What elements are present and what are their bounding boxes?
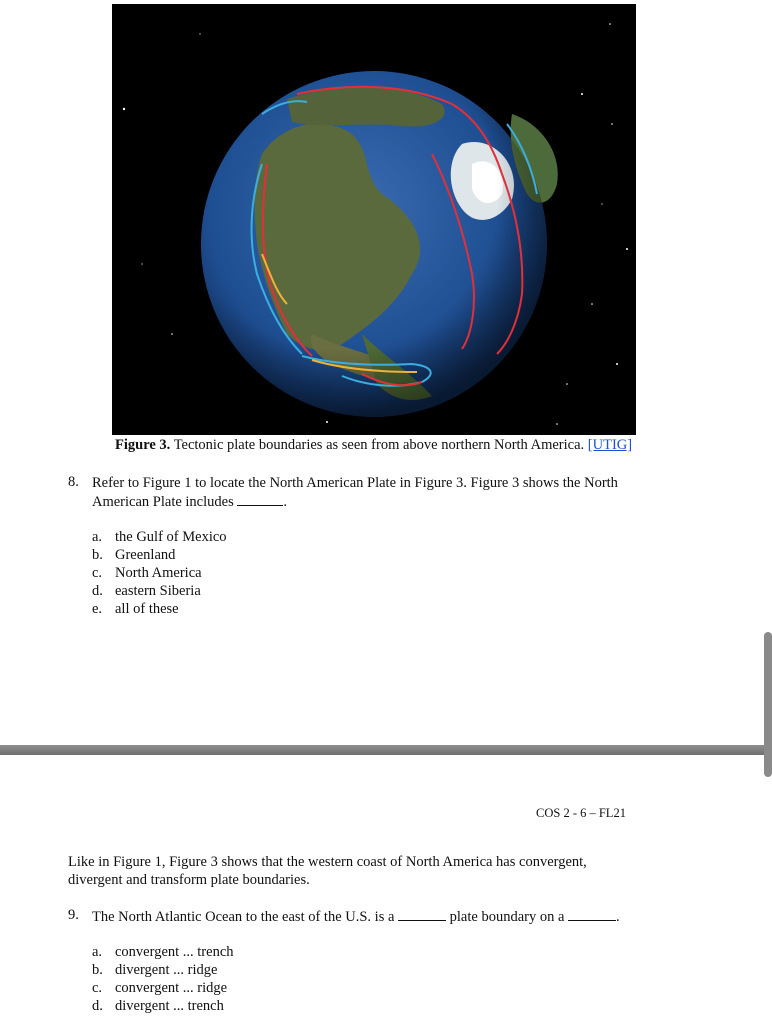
question-9-options: [92, 943, 234, 1015]
figure-3-caption: [115, 437, 715, 454]
option-item[interactable]: [92, 943, 234, 961]
question-8-line-1: Refer to Figure 1 to locate the North American Plate in Figure 3. Figure 3 shows the North: [92, 475, 618, 491]
option-text: North America: [115, 565, 202, 581]
option-text: convergent ... trench: [115, 944, 234, 960]
utig-link[interactable]: [UTIG]: [587, 437, 633, 453]
question-9-number: 9.: [68, 907, 79, 923]
option-text: divergent ... trench: [115, 998, 224, 1014]
question-9-text-a: The North Atlantic Ocean to the east of the U.S. is a: [92, 909, 395, 925]
intro-line-1: Like in Figure 1, Figure 3 shows that the western coast of North America has convergent,: [68, 854, 587, 870]
option-letter: d.: [92, 998, 103, 1014]
option-item[interactable]: [92, 564, 227, 582]
answer-blank-2: [568, 907, 616, 921]
figure-3-globe-image: [112, 4, 636, 435]
scrollbar-thumb[interactable]: [764, 632, 772, 777]
option-text: all of these: [115, 601, 179, 617]
option-letter: a.: [92, 944, 103, 960]
option-item[interactable]: [92, 979, 234, 997]
figure-label: Figure 3.: [115, 437, 171, 453]
option-item[interactable]: [92, 997, 234, 1015]
question-8-line-2-text: American Plate includes: [92, 494, 234, 510]
course-code: COS 2 - 6 – FL21: [536, 806, 626, 820]
option-text: convergent ... ridge: [115, 980, 228, 996]
option-text: eastern Siberia: [115, 583, 201, 599]
option-item[interactable]: [92, 582, 227, 600]
question-8-line-2: [92, 492, 692, 511]
question-9-end: .: [616, 909, 620, 925]
option-letter: c.: [92, 980, 103, 996]
option-letter: b.: [92, 962, 103, 978]
option-text: Greenland: [115, 547, 176, 563]
option-item[interactable]: [92, 546, 227, 564]
option-letter: e.: [92, 601, 103, 617]
question-9-text-b: plate boundary on a: [449, 909, 565, 925]
intro-line-2: divergent and transform plate boundaries.: [68, 872, 310, 888]
page-divider: [0, 745, 772, 755]
answer-blank: [237, 492, 283, 506]
question-8-end: .: [283, 494, 287, 510]
option-letter: a.: [92, 529, 103, 545]
globe-illustration: [112, 4, 636, 435]
option-letter: c.: [92, 565, 103, 581]
intro-paragraph: [68, 853, 708, 889]
option-letter: d.: [92, 583, 103, 599]
answer-blank-1: [398, 907, 446, 921]
option-item[interactable]: [92, 600, 227, 618]
option-text: the Gulf of Mexico: [115, 529, 227, 545]
figure-caption-text: Tectonic plate boundaries as seen from above northern North America.: [173, 437, 585, 453]
option-item[interactable]: [92, 528, 227, 546]
question-8-text: [92, 474, 692, 511]
question-8-options: [92, 528, 227, 618]
question-8-number: 8.: [68, 474, 79, 490]
option-text: divergent ... ridge: [115, 962, 218, 978]
option-item[interactable]: [92, 961, 234, 979]
question-9-text: [92, 907, 712, 926]
option-letter: b.: [92, 547, 103, 563]
